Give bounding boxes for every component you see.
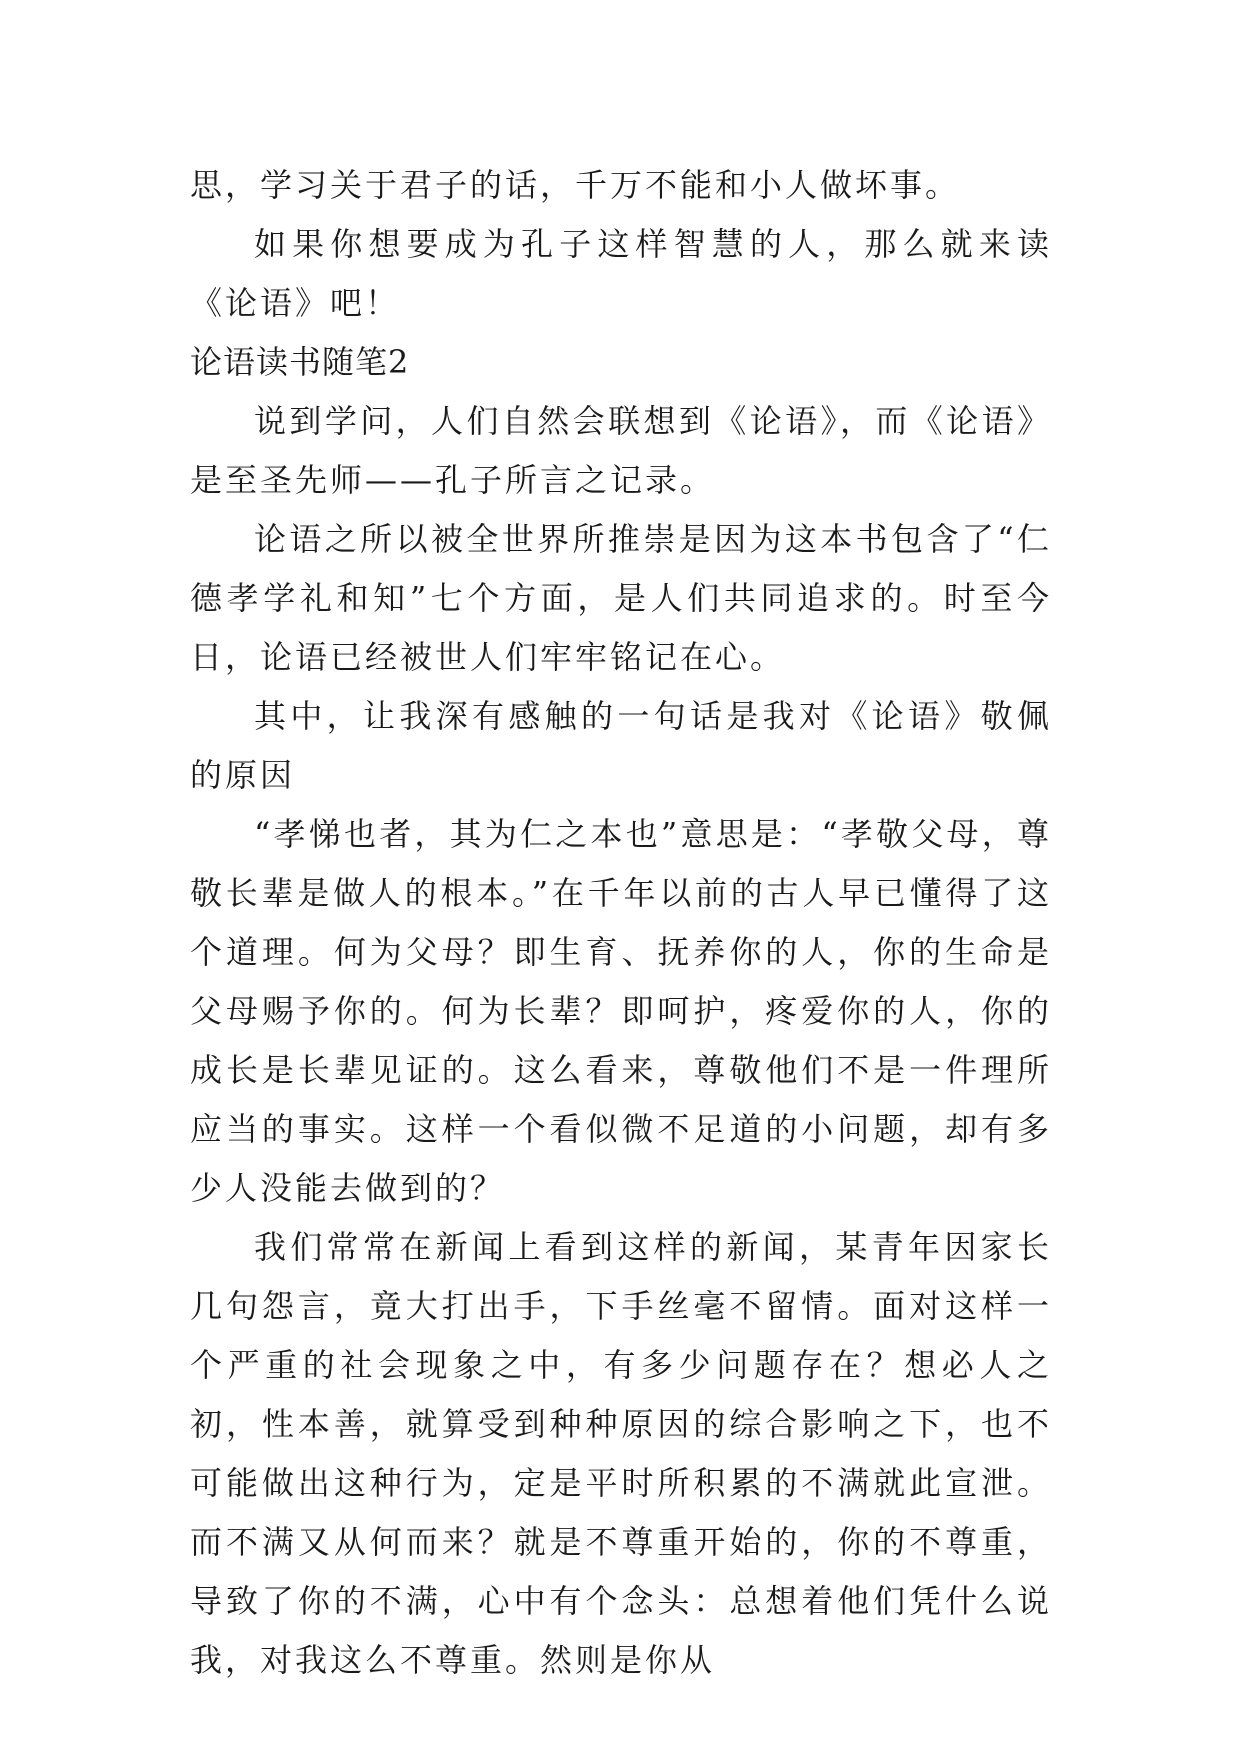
paragraph-continuation: 思，学习关于君子的话，千万不能和小人做坏事。 bbox=[190, 166, 961, 204]
paragraph-filial-piety: “孝悌也者，其为仁之本也”意思是：“孝敬父母，尊敬长辈是做人的根本。”在千年以前的古人早已懂得了这个道理。何为父母？即生育、抚养你的人，你的生命是父母赐予你的。何为长辈？即呵护，疼爱你的人，你的成长是长辈见证的。这么看来，尊敬他们不是一件理所应当的事实。这样一个看似微不足道的小问题，却有多少人没能去做到的？ bbox=[190, 815, 1052, 1207]
paragraph-virtues: 论语之所以被全世界所推崇是因为这本书包含了“仁德孝学礼和知”七个方面，是人们共同追求的。时至今日，论语已经被世人们牢牢铭记在心。 bbox=[190, 520, 1052, 676]
paragraph-conclusion: 如果你想要成为孔子这样智慧的人，那么就来读《论语》吧！ bbox=[190, 225, 1052, 322]
paragraph-news: 我们常常在新闻上看到这样的新闻，某青年因家长几句怨言，竟大打出手，下手丝毫不留情。面对这样一个严重的社会现象之中，有多少问题存在？想必人之初，性本善，就算受到种种原因的综合影响之下，也不可能做出这种行为，定是平时所积累的不满就此宣泄。而不满又从何而来？就是不尊重开始的，你的不尊重，导致了你的不满，心中有个念头：总想着他们凭什么说我，对我这么不尊重。然则是你从 bbox=[190, 1228, 1052, 1679]
paragraph-quote-lead: 其中，让我深有感触的一句话是我对《论语》敬佩的原因 bbox=[190, 697, 1052, 794]
document-body bbox=[190, 156, 1052, 1690]
paragraph-intro: 说到学问，人们自然会联想到《论语》，而《论语》是至圣先师——孔子所言之记录。 bbox=[190, 402, 1052, 499]
section-heading: 论语读书随笔2 bbox=[190, 343, 410, 381]
